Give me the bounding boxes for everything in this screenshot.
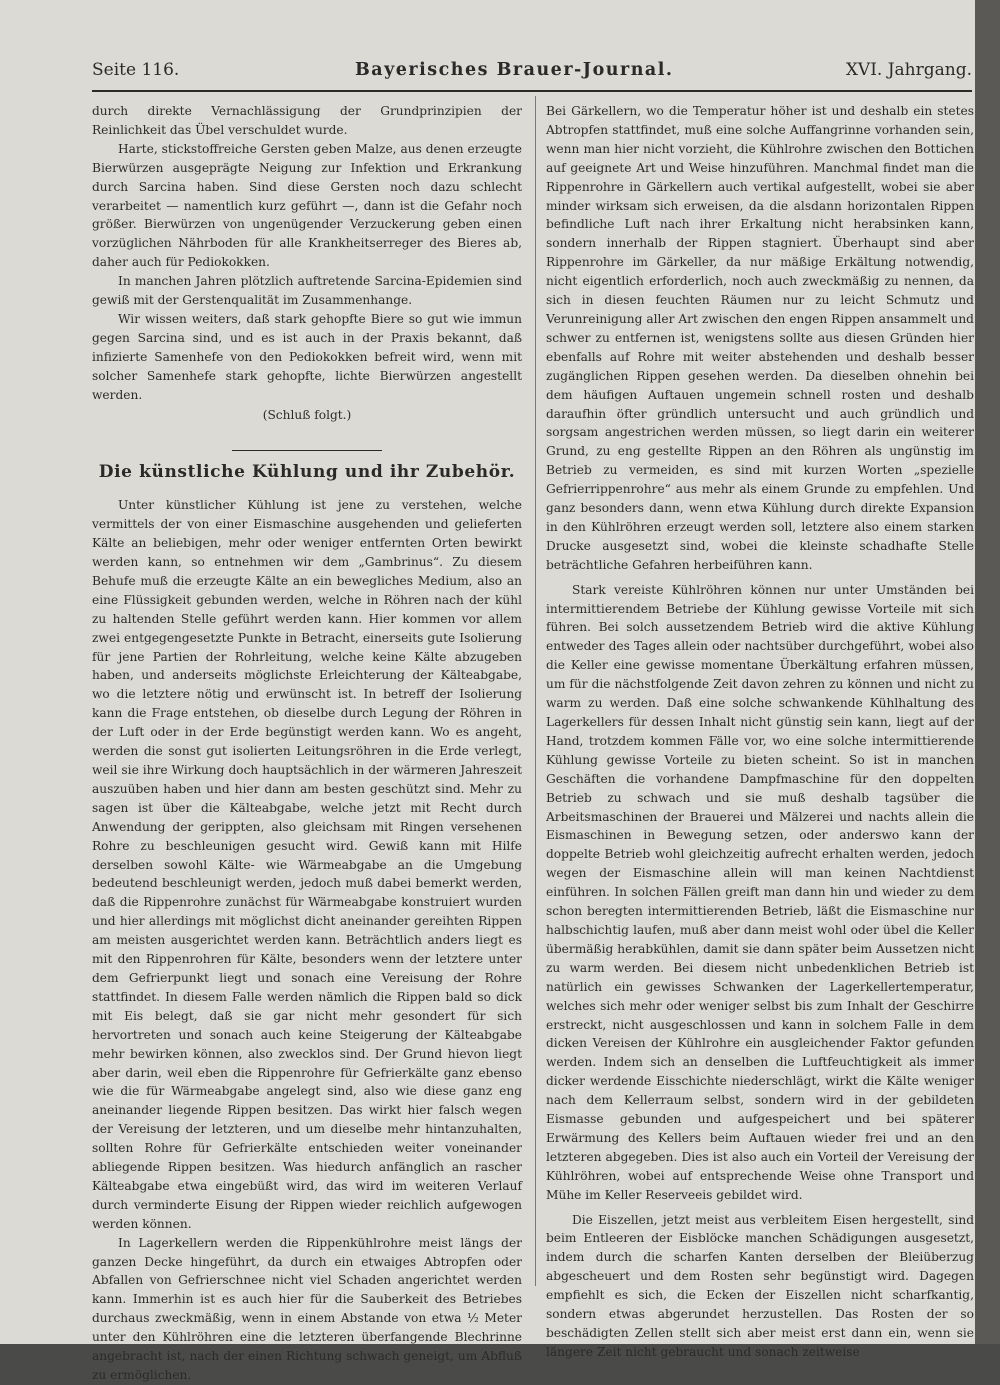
continuation-paragraph: durch direkte Vernachlässigung der Grundprinzipien der Reinlichkeit das Übel verschuldet wurde.: [92, 104, 522, 137]
volume-label: XVI. Jahrgang.: [845, 60, 972, 80]
to-be-continued-note: (Schluß folgt.): [262, 407, 352, 422]
paragraph: Wir wissen weiters, daß stark gehopfte Biere so gut wie immun gegen Sarcina sind, und es ist auch in der Praxis bekannt, daß infizierte Samenhefe von den Pediokokken befreit wird, wenn mit solcher Samenhefe stark gehopfte, lichte Bierwürzen angestellt werden.: [92, 311, 522, 402]
header-rule: [92, 90, 972, 92]
paragraph: Unter künstlicher Kühlung ist jene zu verstehen, welche vermittels der von einer Eismaschine ausgehenden und gelieferten Kälte an beliebigen, mehr oder weniger entfernten Orten bewirkt werden kann, so entnehmen wir dem „Gambrinus“. Zu diesem Behufe muß die erzeugte Kälte an ein bewegliches Medium, also an eine Flüssigkeit gebunden werden, welche in Röhren nach der kühl zu haltenden Stelle geführt werden kann. Hier kommen vor allem zwei entgegengesetzte Punkte in Betracht, einerseits gute Isolierung für jene Partien der Rohrleitung, welche keine Kälte abzugeben haben, und anderseits möglichste Erleichterung der Kälteabgabe, wo die letztere nötig und erwünscht ist. In betreff der Isolierung kann die Frage entstehen, ob dieselbe durch Legung der Röhren in der Luft oder in der Erde begünstigt werden kann. Wo es angeht, werden die sonst gut isolierten Leitungsröhren in die Erde verlegt, weil sie ihre Wirkung doch hauptsächlich in der wärmeren Jahreszeit auszuüben haben und hier dann am besten geschützt sind. Mehr zu sagen ist über die Kälteabgabe, welche jetzt mit Recht durch Anwendung der gerippten, also gleichsam mit Ringen versehenen Rohre zu beschleunigen gesucht wird. Gewiß kann mit Hilfe derselben sowohl Kälte- wie Wärmeabgabe an die Umgebung bedeutend beschleunigt werden, jedoch muß dabei bemerkt werden, daß die Rippenrohre zunächst für Wärmeabgabe konstruiert wurden und hier allerdings mit möglichst dicht aneinander gereihten Rippen am meisten ausgerichtet werden kann. Beträchtlich anders liegt es mit den Rippenrohren für Kälte, besonders wenn der letztere unter dem Gefrierpunkt liegt und sonach eine Vereisung der Rohre stattfindet. In diesem Falle werden nämlich die Rippen bald so dick mit Eis belegt, daß sie gar nicht mehr gesondert für sich hervortreten und sonach auch keine Steigerung der Kälteabgabe mehr bewirken können, also zwecklos sind. Der Grund hievon liegt aber darin, weil eben die Rippenrohre für Gefrierkälte ganz ebenso wie die für Wärmeabgabe angelegt sind, also wie diese ganz eng aneinander liegende Rippen besitzen. Das wirkt hier falsch wegen der Vereisung der letzteren, und um dieselbe mehr hintanzuhalten, sollten Rohre für Gefrierkälte entschieden weiter voneinander abliegende Rippen besitzen. Was hiedurch anfänglich an rascher Kälteabgabe etwa eingebüßt wird, das wird im weiteren Verlauf durch verminderte Eisung der Rippen wieder reichlich aufgewogen werden können.: [92, 498, 522, 1231]
article-separator: [232, 450, 382, 451]
scan-edge: [975, 0, 1000, 1344]
column-divider: [535, 96, 536, 1286]
paragraph: Stark vereiste Kühlröhren können nur unter Umständen bei intermittierendem Betriebe der Kühlung gewisse Vorteile mit sich führen. Bei solch aussetzendem Betrieb wird die aktive Kühlung entweder des Tages allein oder nachtsüber durchgeführt, wobei also die Keller eine gewisse momentane Überkältung erfahren müssen, um für die nächstfolgende Zeit davon zehren zu können und nicht zu warm zu werden. Daß eine solche schwankende Kühlhaltung des Lagerkellers für dessen Inhalt nicht günstig sein kann, liegt auf der Hand, trotzdem kommen Fälle vor, wo eine solche intermittierende Kühlung gewisse Vorteile zu bieten scheint. So ist in manchen Geschäften die vorhandene Dampfmaschine für den doppelten Betrieb zu schwach und sie muß deshalb tagsüber die Arbeitsmaschinen der Brauerei und Mälzerei und nachts allein die Eismaschinen in Bewegung setzen, oder anderswo kann der doppelte Betrieb wohl gleichzeitig aufrecht erhalten werden, jedoch wegen der Eismaschine allein will man keinen Nachtdienst einführen. In solchen Fällen greift man dann hin und wieder zu dem schon beregten intermittierenden Betrieb, läßt die Eismaschine nur halbschichtig laufen, muß aber dann meist wohl oder übel die Keller übermäßig herabkühlen, damit sie dann später beim Aussetzen nicht zu warm werden. Bei diesem nicht unbedenklichen Betrieb ist natürlich ein gewisses Schwanken der Lagerkellertemperatur, welches sich mehr oder weniger selbst bis zum Inhalt der Geschirre erstreckt, nicht ausgeschlossen und kann in solchem Falle in dem dicken Vereisen der Kühlrohre ein ausgleichender Faktor gefunden werden. Indem sich an denselben die Luftfeuchtigkeit als immer dicker werdende Eisschichte niederschlägt, wirkt die Kälte weniger nach dem Kellerraum selbst, sondern wird in der gebildeten Eismasse gebunden und aufgespeichert und bei späterer Erwärmung des Kellers beim Auftauen wieder frei und an den letzteren abgegeben. Dies ist also auch ein Vorteil der Vereisung der Kühlröhren, wobei auf entsprechende Weise ohne Transport und Mühe im Keller Reserveeis gebildet wird.: [546, 582, 974, 1202]
left-column: [92, 102, 522, 1385]
paragraph: In Lagerkellern werden die Rippenkühlrohre meist längs der ganzen Decke hingeführt, da durch ein etwaiges Abtropfen oder Abfallen von Gefrierschnee nicht viel Schaden angerichtet werden kann. Immerhin ist es auch hier für die Sauberkeit des Betriebes durchaus zweckmäßig, wenn in einem Abstande von etwa ½ Meter unter den Kühlröhren eine die letzteren überfangende Blechrinne angebracht ist, nach der einen Richtung schwach geneigt, um Abfluß zu ermöglichen.: [92, 1235, 522, 1382]
page-number: Seite 116.: [92, 60, 180, 80]
paragraph: Die Eiszellen, jetzt meist aus verbleitem Eisen hergestellt, sind beim Entleeren der Eisblöcke manchen Schädigungen ausgesetzt, indem durch die scharfen Kanten derselben der Bleiüberzug abgescheuert und dem Rosten sehr begünstigt wird. Dagegen empfiehlt es sich, die Ecken der Eiszellen nicht scharfkantig, sondern etwas abgerundet herzustellen. Das Rosten der so beschädigten Zellen stellt sich aber meist erst dann ein, wenn sie längere Zeit nicht gebraucht und sonach zeitweise: [546, 1212, 974, 1359]
journal-title: Bayerisches Brauer-Journal.: [355, 60, 674, 80]
paragraph: Bei Gärkellern, wo die Temperatur höher ist und deshalb ein stetes Abtropfen stattfindet, muß eine solche Auffangrinne vorhanden sein, wenn man hier nicht vorzieht, die Kühlrohre zwischen den Bottichen auf geeignete Art und Weise hinzuführen. Manchmal findet man die Rippenrohre in Gärkellern auch vertikal aufgestellt, wobei sie aber minder wirksam sich erweisen, da die alsdann horizontalen Rippen befindliche Luft nach ihrer Erkaltung nicht herabsinken kann, sondern innerhalb der Rippen stagniert. Überhaupt sind aber Rippenrohre im Gärkeller, da nur mäßige Erkältung notwendig, nicht eigentlich erforderlich, noch auch zweckmäßig zu nennen, da sich in diesen feuchten Räumen nur zu leicht Schmutz und Verunreinigung aller Art zwischen den engen Rippen ansammelt und schwer zu entfernen ist, wenigstens sollte aus diesen Gründen hier ebenfalls auf Rohre mit weiter abstehenden und deshalb besser zugänglichen Rippen gesehen werden. Da dieselben ohnehin bei dem häufigen Auftauen ungemein schnell rosten und deshalb daraufhin öfter gründlich untersucht und auch gründlich und sorgsam angestrichen werden müssen, so liegt darin ein weiterer Grund, zu eng gestellte Rippen an den Röhren als ungünstig im Betrieb zu vermeiden, es sind mit kurzen Worten „spezielle Gefrierrippenrohre“ aus mehr als einem Grunde zu empfehlen. Und ganz besonders dann, wenn etwa Kühlung durch direkte Expansion in den Kühlröhren erzeugt werden soll, letztere also einem starken Drucke ausgesetzt sind, wobei die kleinste schadhafte Stelle beträchtliche Gefahren herbeiführen kann.: [546, 104, 974, 572]
right-column: [546, 102, 974, 1362]
page-header: [92, 56, 972, 86]
paragraph: In manchen Jahren plötzlich auftretende Sarcina-Epidemien sind gewiß mit der Gerstenqualität im Zusammenhange.: [92, 274, 522, 308]
paragraph: Harte, stickstoffreiche Gersten geben Malze, aus denen erzeugte Bierwürzen ausgeprägte Neigung zur Infektion und Erkrankung durch Sarcina haben. Sind diese Gersten noch dazu schlecht verarbeitet — namentlich kurz geführt —, dann ist die Gefahr noch größer. Bierwürzen von ungenügender Verzuckerung geben einen vorzüglichen Nährboden für alle Krankheitserreger des Bieres ab, daher auch für Pediokokken.: [92, 141, 522, 270]
article-title: Die künstliche Kühlung und ihr Zubehör.: [98, 462, 516, 483]
